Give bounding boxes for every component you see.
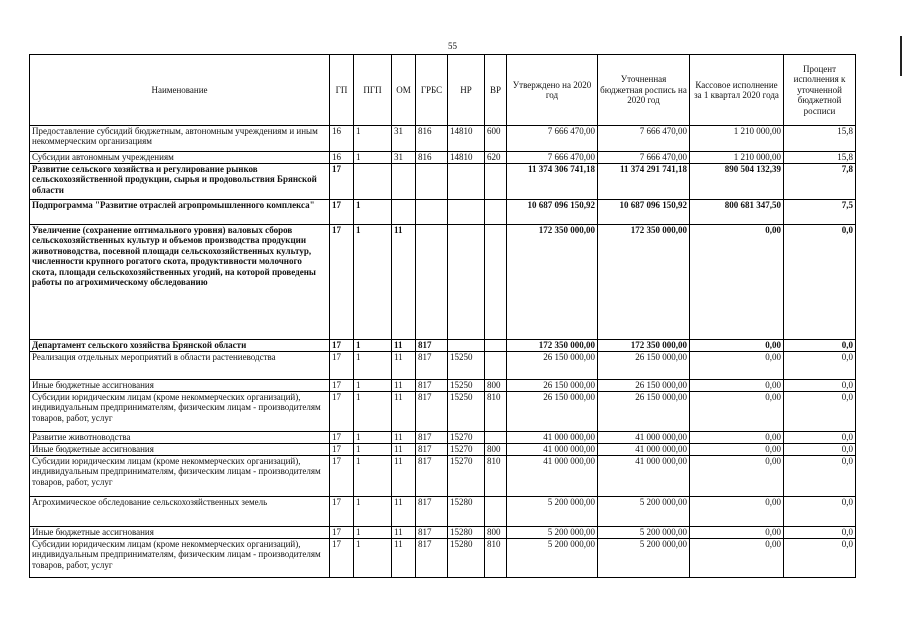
cell-gp: 17 [330, 164, 354, 200]
cell-np [448, 164, 485, 200]
cell-refined: 10 687 096 150,92 [598, 200, 690, 225]
table-row [30, 152, 856, 164]
cell-gp: 17 [330, 352, 354, 380]
cell-percent: 7,8 [784, 164, 856, 200]
cell-name: Развитие животноводства [30, 432, 330, 444]
cell-gp: 17 [330, 456, 354, 497]
cell-approved: 26 150 000,00 [507, 392, 598, 432]
cell-approved: 7 666 470,00 [507, 126, 598, 152]
cell-grbs [416, 225, 448, 340]
cell-approved: 5 200 000,00 [507, 539, 598, 578]
header-grbs: ГРБС [416, 55, 448, 126]
cell-om: 11 [392, 497, 416, 527]
cell-gp: 17 [330, 340, 354, 352]
cell-cash: 1 210 000,00 [690, 126, 784, 152]
table-row [30, 380, 856, 392]
cell-approved: 41 000 000,00 [507, 456, 598, 497]
cell-vr: 810 [485, 456, 507, 497]
cell-ppgp: 1 [354, 152, 392, 164]
scan-edge-mark [900, 36, 902, 76]
cell-approved: 172 350 000,00 [507, 225, 598, 340]
cell-name: Иные бюджетные ассигнования [30, 380, 330, 392]
header-om: ОМ [392, 55, 416, 126]
cell-name: Субсидии юридическим лицам (кроме некоммерческих организаций), индивидуальным предпринимателям, физическим лицам - производителям товаров, работ, услуг [30, 456, 330, 497]
cell-grbs: 817 [416, 497, 448, 527]
cell-om: 31 [392, 152, 416, 164]
cell-name: Подпрограмма "Развитие отраслей агропромышленного комплекса" [30, 200, 330, 225]
table-row [30, 126, 856, 152]
cell-om: 11 [392, 456, 416, 497]
cell-refined: 172 350 000,00 [598, 225, 690, 340]
cell-vr: 600 [485, 126, 507, 152]
cell-refined: 5 200 000,00 [598, 527, 690, 539]
cell-grbs: 817 [416, 352, 448, 380]
cell-name: Иные бюджетные ассигнования [30, 444, 330, 456]
table-row [30, 225, 856, 340]
cell-vr: 810 [485, 392, 507, 432]
cell-vr: 620 [485, 152, 507, 164]
header-percent: Процент исполнения к уточненной бюджетной росписи [784, 55, 856, 126]
cell-percent: 0,0 [784, 392, 856, 432]
header-name: Наименование [30, 55, 330, 126]
cell-om [392, 164, 416, 200]
table-row [30, 497, 856, 527]
cell-gp: 17 [330, 200, 354, 225]
cell-grbs: 817 [416, 539, 448, 578]
cell-om: 11 [392, 380, 416, 392]
cell-refined: 41 000 000,00 [598, 444, 690, 456]
cell-gp: 17 [330, 527, 354, 539]
cell-np: 15250 [448, 380, 485, 392]
table-row [30, 352, 856, 380]
cell-ppgp: 1 [354, 539, 392, 578]
table-row [30, 200, 856, 225]
cell-gp: 17 [330, 392, 354, 432]
cell-ppgp: 1 [354, 352, 392, 380]
cell-om: 11 [392, 340, 416, 352]
cell-om [392, 200, 416, 225]
header-ppgp: ПГП [354, 55, 392, 126]
cell-percent: 0,0 [784, 527, 856, 539]
cell-cash: 800 681 347,50 [690, 200, 784, 225]
cell-vr [485, 164, 507, 200]
cell-percent: 0,0 [784, 225, 856, 340]
cell-cash: 0,00 [690, 527, 784, 539]
cell-cash: 890 504 132,39 [690, 164, 784, 200]
header-np: НР [448, 55, 485, 126]
cell-grbs: 817 [416, 432, 448, 444]
cell-ppgp: 1 [354, 444, 392, 456]
cell-approved: 5 200 000,00 [507, 497, 598, 527]
cell-refined: 41 000 000,00 [598, 456, 690, 497]
cell-refined: 26 150 000,00 [598, 380, 690, 392]
cell-np: 15280 [448, 527, 485, 539]
cell-percent: 0,0 [784, 497, 856, 527]
page-number: 55 [448, 41, 457, 51]
cell-ppgp: 1 [354, 200, 392, 225]
cell-om: 11 [392, 432, 416, 444]
cell-percent: 0,0 [784, 380, 856, 392]
cell-refined: 7 666 470,00 [598, 126, 690, 152]
cell-approved: 5 200 000,00 [507, 527, 598, 539]
cell-grbs [416, 164, 448, 200]
cell-ppgp: 1 [354, 340, 392, 352]
cell-om: 11 [392, 392, 416, 432]
cell-percent: 15,8 [784, 126, 856, 152]
cell-cash: 0,00 [690, 352, 784, 380]
cell-percent: 7,5 [784, 200, 856, 225]
cell-np: 14810 [448, 126, 485, 152]
cell-om: 11 [392, 444, 416, 456]
table-row [30, 539, 856, 578]
header-gp: ГП [330, 55, 354, 126]
cell-name: Развитие сельского хозяйства и регулирование рынков сельскохозяйственной продукции, сырья и продовольствия Брянской области [30, 164, 330, 200]
table-row [30, 456, 856, 497]
cell-om: 11 [392, 352, 416, 380]
table-body [30, 126, 856, 578]
cell-ppgp: 1 [354, 527, 392, 539]
cell-ppgp [354, 164, 392, 200]
cell-refined: 26 150 000,00 [598, 352, 690, 380]
cell-refined: 7 666 470,00 [598, 152, 690, 164]
cell-vr [485, 352, 507, 380]
cell-refined: 172 350 000,00 [598, 340, 690, 352]
cell-name: Увеличение (сохранение оптимального уровня) валовых сборов сельскохозяйственных культур и объемов производства продукции животноводства, посевной площади сельскохозяйственных культур, численности крупного рогатого скота, продуктивности молочного скота, площади сельскохозяйственных угодий, на которой проведены работы по агрохимическому обследованию [30, 225, 330, 340]
cell-approved: 26 150 000,00 [507, 352, 598, 380]
cell-gp: 17 [330, 432, 354, 444]
cell-grbs: 817 [416, 340, 448, 352]
cell-vr [485, 225, 507, 340]
cell-name: Субсидии юридическим лицам (кроме некоммерческих организаций), индивидуальным предпринимателям, физическим лицам - производителям товаров, работ, услуг [30, 392, 330, 432]
cell-om: 11 [392, 539, 416, 578]
cell-refined: 26 150 000,00 [598, 392, 690, 432]
cell-cash: 0,00 [690, 497, 784, 527]
cell-ppgp: 1 [354, 497, 392, 527]
cell-np: 15250 [448, 392, 485, 432]
cell-vr [485, 497, 507, 527]
cell-name: Иные бюджетные ассигнования [30, 527, 330, 539]
cell-cash: 0,00 [690, 444, 784, 456]
header-vr: ВР [485, 55, 507, 126]
budget-table [29, 54, 856, 578]
cell-vr [485, 432, 507, 444]
cell-name: Предоставление субсидий бюджетным, автономным учреждениям и иным некоммерческим организациям [30, 126, 330, 152]
cell-refined: 41 000 000,00 [598, 432, 690, 444]
header-refined: Уточненная бюджетная роспись на 2020 год [598, 55, 690, 126]
cell-refined: 5 200 000,00 [598, 539, 690, 578]
cell-grbs: 817 [416, 444, 448, 456]
cell-vr [485, 340, 507, 352]
cell-ppgp: 1 [354, 432, 392, 444]
cell-cash: 0,00 [690, 539, 784, 578]
table-row [30, 340, 856, 352]
cell-ppgp: 1 [354, 225, 392, 340]
cell-grbs: 816 [416, 126, 448, 152]
cell-cash: 1 210 000,00 [690, 152, 784, 164]
table-row [30, 392, 856, 432]
table-row [30, 164, 856, 200]
header-approved: Утверждено на 2020 год [507, 55, 598, 126]
table-row [30, 527, 856, 539]
cell-np: 15280 [448, 497, 485, 527]
cell-cash: 0,00 [690, 432, 784, 444]
cell-vr: 800 [485, 444, 507, 456]
cell-gp: 17 [330, 380, 354, 392]
cell-grbs: 817 [416, 527, 448, 539]
cell-ppgp: 1 [354, 392, 392, 432]
cell-cash: 0,00 [690, 380, 784, 392]
header-cash: Кассовое исполнение за 1 квартал 2020 года [690, 55, 784, 126]
cell-np: 14810 [448, 152, 485, 164]
cell-ppgp: 1 [354, 456, 392, 497]
table-row [30, 444, 856, 456]
cell-name: Субсидии юридическим лицам (кроме некоммерческих организаций), индивидуальным предпринимателям, физическим лицам - производителям товаров, работ, услуг [30, 539, 330, 578]
cell-grbs: 816 [416, 152, 448, 164]
cell-gp: 16 [330, 126, 354, 152]
cell-np: 15270 [448, 432, 485, 444]
table-row [30, 432, 856, 444]
cell-vr: 800 [485, 380, 507, 392]
cell-percent: 0,0 [784, 340, 856, 352]
cell-gp: 17 [330, 497, 354, 527]
cell-vr: 800 [485, 527, 507, 539]
cell-refined: 11 374 291 741,18 [598, 164, 690, 200]
cell-grbs [416, 200, 448, 225]
header-row [30, 55, 856, 126]
cell-np: 15270 [448, 444, 485, 456]
cell-approved: 11 374 306 741,18 [507, 164, 598, 200]
cell-percent: 15,8 [784, 152, 856, 164]
cell-grbs: 817 [416, 392, 448, 432]
cell-np [448, 340, 485, 352]
cell-cash: 0,00 [690, 225, 784, 340]
cell-gp: 17 [330, 539, 354, 578]
cell-percent: 0,0 [784, 432, 856, 444]
cell-percent: 0,0 [784, 456, 856, 497]
cell-om: 11 [392, 225, 416, 340]
cell-percent: 0,0 [784, 539, 856, 578]
cell-refined: 5 200 000,00 [598, 497, 690, 527]
cell-name: Агрохимическое обследование сельскохозяйственных земель [30, 497, 330, 527]
cell-vr: 810 [485, 539, 507, 578]
cell-grbs: 817 [416, 380, 448, 392]
cell-grbs: 817 [416, 456, 448, 497]
cell-cash: 0,00 [690, 340, 784, 352]
cell-np [448, 225, 485, 340]
cell-gp: 17 [330, 225, 354, 340]
cell-np: 15280 [448, 539, 485, 578]
cell-percent: 0,0 [784, 444, 856, 456]
cell-gp: 17 [330, 444, 354, 456]
cell-approved: 41 000 000,00 [507, 432, 598, 444]
cell-name: Реализация отдельных мероприятий в области растениеводства [30, 352, 330, 380]
cell-vr [485, 200, 507, 225]
cell-cash: 0,00 [690, 392, 784, 432]
cell-gp: 16 [330, 152, 354, 164]
cell-np: 15250 [448, 352, 485, 380]
cell-cash: 0,00 [690, 456, 784, 497]
cell-approved: 41 000 000,00 [507, 444, 598, 456]
cell-ppgp: 1 [354, 380, 392, 392]
cell-np [448, 200, 485, 225]
cell-om: 31 [392, 126, 416, 152]
cell-np: 15270 [448, 456, 485, 497]
cell-name: Департамент сельского хозяйства Брянской области [30, 340, 330, 352]
cell-approved: 10 687 096 150,92 [507, 200, 598, 225]
cell-approved: 172 350 000,00 [507, 340, 598, 352]
cell-percent: 0,0 [784, 352, 856, 380]
cell-ppgp: 1 [354, 126, 392, 152]
cell-name: Субсидии автономным учреждениям [30, 152, 330, 164]
cell-om: 11 [392, 527, 416, 539]
cell-approved: 7 666 470,00 [507, 152, 598, 164]
cell-approved: 26 150 000,00 [507, 380, 598, 392]
